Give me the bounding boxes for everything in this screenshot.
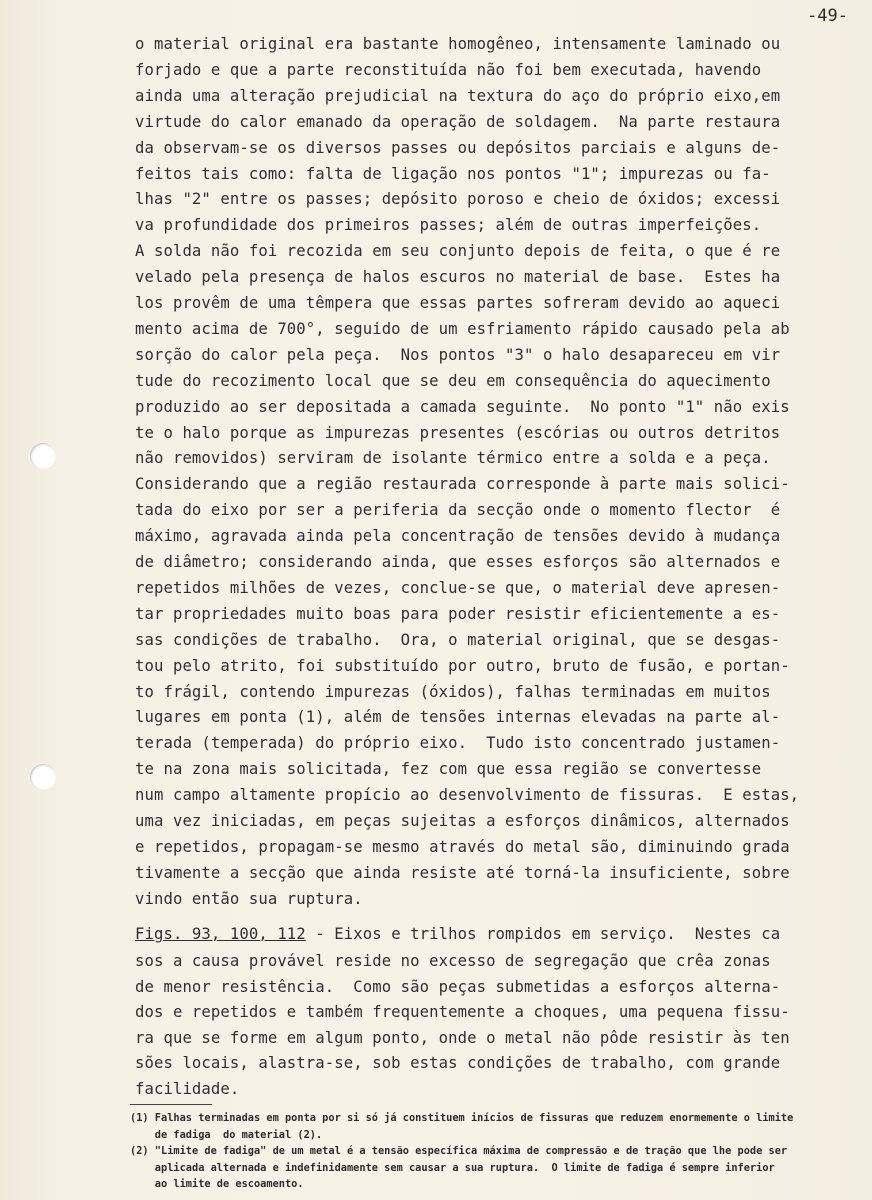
footnote-line: ao limite de escoamento. xyxy=(130,1178,304,1191)
text-line: va profundidade dos primeiros passes; além de outras imperfeições. xyxy=(135,216,762,235)
figure-line-text: - Eixos e trilhos rompidos em serviço. Nestes ca xyxy=(305,925,781,943)
text-line: tar propriedades muito boas para poder resistir eficientemente a es- xyxy=(135,604,781,623)
text-line: virtude do calor emanado da operação de soldagem. Na parte restaura xyxy=(135,112,781,131)
text-line: repetidos milhões de vezes, conclue-se que, o material deve apresen- xyxy=(135,578,781,597)
text-line: vindo então sua ruptura. xyxy=(135,889,363,908)
footnote-line: (2) "Limite de fadiga" de um metal é a tensão específica máxima de compressão e de tração que lhe pode ser xyxy=(130,1145,788,1158)
text-line: de menor resistência. Como são peças submetidas a esforços alterna- xyxy=(135,977,781,996)
text-line: sas condições de trabalho. Ora, o material original, que se desgas- xyxy=(135,630,781,649)
text-line: dos e repetidos e também frequentemente a choques, uma pequena fissu- xyxy=(135,1003,790,1022)
text-line: feitos tais como: falta de ligação nos pontos "1"; impurezas ou fa- xyxy=(135,164,771,183)
footnote-line: (1) Falhas terminadas em ponta por si só já constituem inícios de fissuras que reduzem enormemente o limite xyxy=(130,1112,794,1124)
footnote-rule xyxy=(130,1104,212,1105)
footnote-line: aplicada alternada e indefinidamente sem causar a sua ruptura. O limite de fadiga é sempre inferior xyxy=(130,1161,775,1174)
binder-hole-bottom xyxy=(30,764,56,790)
text-line: sorção do calor pela peça. Nos pontos "3" o halo desapareceu em vir xyxy=(135,345,781,364)
text-line: tivamente a secção que ainda resiste até torná-la insuficiente, sobre xyxy=(135,863,790,882)
text-line: forjado e que a parte reconstituída não foi bem executada, havendo xyxy=(135,60,762,79)
footnote-line: de fadiga do material (2). xyxy=(130,1128,323,1141)
text-line: máximo, agravada ainda pela concentração de tensões devido à mudança xyxy=(135,527,781,546)
figure-paragraph-first-line xyxy=(135,925,780,943)
text-line: produzido ao ser depositada a camada seguinte. No ponto "1" não exis xyxy=(135,397,790,416)
text-line: te na zona mais solicitada, fez com que essa região se convertesse xyxy=(135,760,762,779)
text-line: o material original era bastante homogêneo, intensamente laminado ou xyxy=(135,35,781,53)
text-line: ainda uma alteração prejudicial na textura do aço do próprio eixo,em xyxy=(135,86,781,105)
text-line: facilidade. xyxy=(135,1080,240,1098)
text-line: num campo altamente propício ao desenvolvimento de fissuras. E estas, xyxy=(135,786,800,805)
text-line: tada do eixo por ser a periferia da secção onde o momento flector é xyxy=(135,501,781,520)
binder-hole-top xyxy=(30,443,56,469)
text-line: e repetidos, propagam-se mesmo através do metal são, diminuindo grada xyxy=(135,837,790,856)
text-line: tou pelo atrito, foi substituído por outro, bruto de fusão, e portan- xyxy=(135,656,790,675)
text-line: terada (temperada) do próprio eixo. Tudo isto concentrado justamen- xyxy=(135,734,781,753)
text-line: lugares em ponta (1), além de tensões internas elevadas na parte al- xyxy=(135,708,781,727)
text-line: A solda não foi recozida em seu conjunto depois de feita, o que é re xyxy=(135,242,781,261)
text-line: ra que se forme em algum ponto, onde o metal não pôde resistir às ten xyxy=(135,1028,790,1047)
text-line: uma vez iniciadas, em peças sujeitas a esforços dinâmicos, alternados xyxy=(135,812,790,830)
text-line: te o halo porque as impurezas presentes (escórias ou outros detritos xyxy=(135,423,781,442)
text-line: los provêm de uma têmpera que essas partes sofreram devido ao aqueci xyxy=(135,294,781,312)
text-line: velado pela presença de halos escuros no material de base. Estes ha xyxy=(135,268,781,287)
page-number: -49- xyxy=(807,6,848,26)
text-line: da observam-se os diversos passes ou depósitos parciais e alguns de- xyxy=(135,138,781,157)
figure-reference: Figs. 93, 100, 112 xyxy=(135,925,306,943)
text-line: sões locais, alastra-se, sob estas condições de trabalho, com grande xyxy=(135,1054,781,1073)
text-line: lhas "2" entre os passes; depósito poroso e cheio de óxidos; excessi xyxy=(135,190,781,209)
text-line: não removidos) serviram de isolante térmico entre a solda e a peça. xyxy=(135,449,771,468)
text-line: de diâmetro; considerando ainda, que esses esforços são alternados e xyxy=(135,553,781,571)
text-line: mento acima de 700°, seguido de um esfriamento rápido causado pela ab xyxy=(135,319,790,338)
text-line: Considerando que a região restaurada corresponde à parte mais solici- xyxy=(135,475,790,494)
text-line: tude do recozimento local que se deu em consequência do aquecimento xyxy=(135,371,771,390)
text-line: sos a causa provável reside no excesso de segregação que crêa zonas xyxy=(135,952,771,970)
text-line: to frágil, contendo impurezas (óxidos), falhas terminadas em muitos xyxy=(135,682,771,701)
